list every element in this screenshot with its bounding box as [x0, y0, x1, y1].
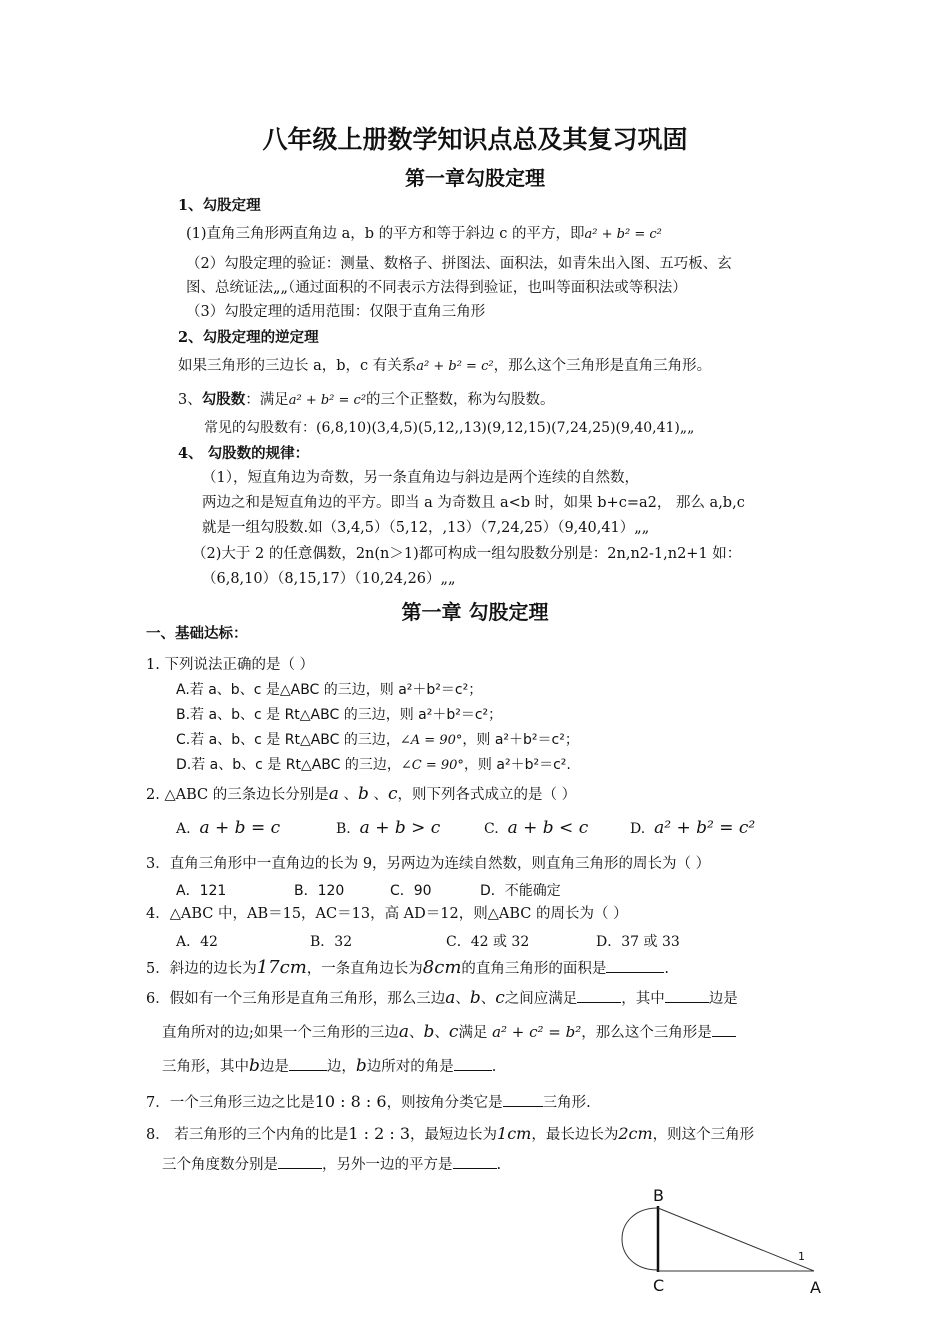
- answer-blank[interactable]: [453, 1154, 497, 1169]
- answer-blank[interactable]: [606, 958, 664, 973]
- k3-p1: 3、勾股数：满足a² + b² = c²的三个正整数，称为勾股数。: [178, 391, 555, 408]
- q1-option-d: D.若 a、b、c 是 Rt△ABC 的三边，∠C = 90°，则 a²＋b²＝c².: [176, 757, 571, 773]
- q8-line2: 三个角度数分别是 ，另外一边的平方是 .: [162, 1154, 501, 1175]
- q4-option-a: A．42: [176, 934, 218, 950]
- q2-option-c: C. a + b < c: [484, 818, 589, 838]
- k1-p2a: （2）勾股定理的验证：测量、数格子、拼图法、面积法，如青朱出入图、五巧板、玄: [186, 256, 732, 272]
- chapter-title: 第一章勾股定理: [405, 166, 545, 190]
- k2-p1: 如果三角形的三边长 a，b，c 有关系a² + b² = c²，那么这个三角形是直角三角形。: [178, 358, 712, 374]
- q7-stem: 7．一个三角形三边之比是10 : 8 : 6，则按角分类它是 三角形.: [146, 1092, 591, 1111]
- k1-p3: （3）勾股定理的适用范围：仅限于直角三角形: [186, 304, 486, 320]
- k3-common: 常见的勾股数有：(6,8,10)(3,4,5)(5,12,,13)(9,12,15)(7,24,25)(9,40,41)„„: [204, 420, 695, 436]
- q3-stem: 3．直角三角形中一直角边的长为 9，另两边为连续自然数，则直角三角形的周长为（ ）: [146, 856, 711, 872]
- q2-option-a: A. a + b = c: [176, 818, 281, 838]
- q3-option-c: C．90: [390, 883, 432, 899]
- q4-option-b: B．32: [310, 934, 353, 950]
- q4-stem: 4．△ABC 中，AB＝15，AC＝13，高 AD＝12，则△ABC 的周长为（ ）: [146, 906, 628, 922]
- answer-blank[interactable]: [454, 1056, 492, 1071]
- section-basic: 一、基础达标：: [146, 625, 248, 642]
- q5-stem: 5．斜边的边长为17cm，一条直角边长为8cm的直角三角形的面积是 .: [146, 957, 670, 978]
- vertex-label-c: C: [653, 1276, 665, 1295]
- answer-blank[interactable]: [289, 1056, 327, 1071]
- q1-option-a: A.若 a、b、c 是△ABC 的三边，则 a²＋b²＝c²；: [176, 682, 483, 698]
- q1-option-b: B.若 a、b、c 是 Rt△ABC 的三边，则 a²＋b²＝c²；: [176, 707, 503, 723]
- formula: a² + b² = c²: [584, 227, 662, 242]
- side-ba: [658, 1208, 814, 1271]
- formula: a² + b² = c²: [416, 359, 494, 374]
- k4-heading: 4、 勾股数的规律：: [178, 445, 310, 462]
- page-title: 八年级上册数学知识点总及其复习巩固: [262, 125, 688, 154]
- q2-stem: 2. △ABC 的三条边长分别是a 、b 、c，则下列各式成立的是（ ）: [146, 784, 577, 804]
- vertex-label-b: B: [653, 1186, 664, 1205]
- semicircle-arc: [622, 1208, 658, 1270]
- q3-option-b: B．120: [294, 883, 345, 899]
- q8-line1: 8． 若三角形的三个内角的比是1 : 2 : 3，最短边长为1cm，最长边长为2cm，则这个三角形: [146, 1124, 755, 1143]
- angle-label-1: 1: [798, 1250, 805, 1263]
- q2-option-b: B. a + b > c: [336, 818, 441, 838]
- k1-p2b: 图、总统证法„„（通过面积的不同表示方法得到验证，也叫等面积法或等积法）: [186, 280, 687, 296]
- q3-option-a: A．121: [176, 883, 227, 899]
- k1-heading: 1、勾股定理: [178, 197, 261, 214]
- q4-option-c: C．42 或 32: [446, 934, 530, 950]
- k4-l5: （6,8,10）（8,15,17）（10,24,26）„„: [202, 571, 456, 587]
- q1-stem: 1. 下列说法正确的是（ ）: [146, 657, 315, 673]
- answer-blank[interactable]: [712, 1022, 736, 1037]
- k4-l4: （2)大于 2 的任意偶数，2n(n＞1)都可构成一组勾股数分别是：2n,n2-1,n2+1 如：: [192, 546, 742, 562]
- k4-l1: （1），短直角边为奇数，另一条直角边与斜边是两个连续的自然数，: [202, 470, 639, 486]
- k1-p1: (1)直角三角形两直角边 a，b 的平方和等于斜边 c 的平方，即a² + b² = c²: [186, 226, 662, 242]
- q4-option-d: D．37 或 33: [596, 934, 680, 950]
- k4-l2: 两边之和是短直角边的平方。即当 a 为奇数且 a<b 时，如果 b+c=a2， 那么 a,b,c: [202, 495, 745, 511]
- q1-option-c: C.若 a、b、c 是 Rt△ABC 的三边，∠A = 90°，则 a²＋b²＝c²；: [176, 732, 579, 748]
- answer-blank[interactable]: [577, 988, 621, 1003]
- k4-l3: 就是一组勾股数.如（3,4,5）（5,12，,13）（7,24,25）（9,40,41）„„: [202, 520, 650, 536]
- q6-line1: 6．假如有一个三角形是直角三角形，那么三边a、b、c之间应满足 ，其中 边是: [146, 988, 738, 1008]
- q6-line2: 直角所对的边;如果一个三角形的三边a、b、c满足 a² + c² = b²，那么这个三角形是: [162, 1022, 736, 1043]
- answer-blank[interactable]: [503, 1092, 543, 1107]
- vertex-label-a: A: [810, 1278, 821, 1297]
- answer-blank[interactable]: [278, 1154, 322, 1169]
- q2-option-d: D. a² + b² = c²: [630, 818, 756, 838]
- answer-blank[interactable]: [665, 988, 709, 1003]
- k2-heading: 2、勾股定理的逆定理: [178, 329, 319, 346]
- q6-line3: 三角形，其中b边是 边，b边所对的角是 .: [162, 1056, 497, 1076]
- chapter-title-2: 第一章 勾股定理: [401, 600, 549, 624]
- q3-option-d: D．不能确定: [480, 883, 561, 899]
- formula: a² + b² = c²: [288, 393, 367, 408]
